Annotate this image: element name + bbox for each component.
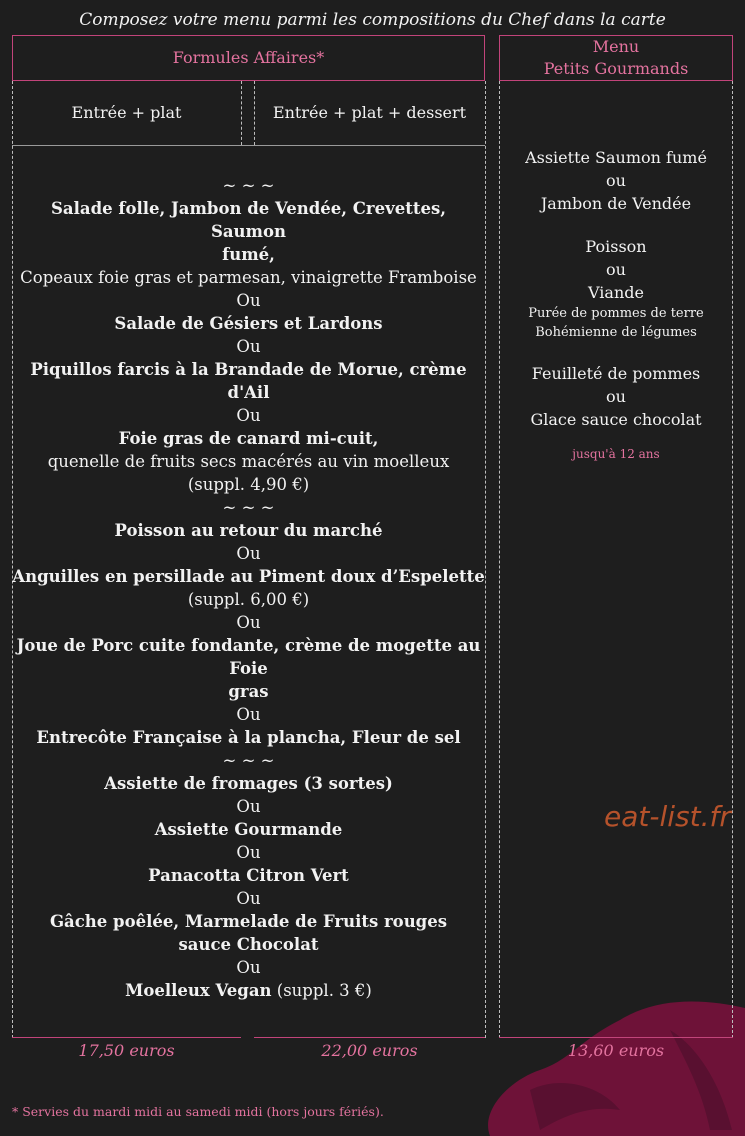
- menu-line: Entrecôte Française à la plancha, Fleur de sel: [36, 728, 461, 747]
- menu-line: (suppl. 6,00 €): [187, 590, 310, 609]
- menu-line-last: [12, 979, 485, 1002]
- kids-item: Glace sauce chocolat: [530, 410, 702, 429]
- menu-line: Ou: [236, 705, 261, 724]
- watermark-logo: eat-list.fr: [604, 800, 731, 833]
- option-entree-plat-dessert: Entrée + plat + dessert: [272, 103, 467, 122]
- menu-line: Ou: [236, 291, 261, 310]
- menu-line: Ou: [236, 613, 261, 632]
- menu-line: fumé,: [222, 245, 275, 264]
- price-line-2: [254, 1037, 485, 1038]
- menu-line: Joue de Porc cuite fondante, crème de mogette au Foie: [16, 636, 481, 678]
- menu-line: Foie gras de canard mi-cuit,: [118, 429, 379, 448]
- kids-title-line2: Petits Gourmands: [543, 59, 689, 78]
- kids-item: ou: [606, 260, 626, 279]
- menu-line: Ou: [236, 544, 261, 563]
- menu-line: Ou: [236, 958, 261, 977]
- menu-line: Ou: [236, 406, 261, 425]
- menu-line: Ou: [236, 843, 261, 862]
- kids-title-box: [499, 35, 733, 81]
- kids-item: Jambon de Vendée: [540, 194, 692, 213]
- menu-line: Gâche poêlée, Marmelade de Fruits rouges: [49, 912, 448, 931]
- menu-line: Piquillos farcis à la Brandade de Morue, crème d'Ail: [30, 360, 467, 402]
- kids-item: ou: [606, 387, 626, 406]
- menu-line: Ou: [236, 337, 261, 356]
- menu-line: Salade folle, Jambon de Vendée, Crevettes, Saumon: [51, 199, 446, 241]
- menu-line: Panacotta Citron Vert: [148, 866, 349, 885]
- menu-heading: Composez votre menu parmi les compositions du Chef dans la carte: [79, 10, 666, 30]
- menu-line-last-suppl: (suppl. 3 €): [271, 981, 372, 1000]
- separator-middle-a: [485, 81, 486, 1038]
- menu-line: (suppl. 4,90 €): [187, 475, 310, 494]
- price-entree-plat: 17,50 euros: [78, 1041, 175, 1060]
- option-entree-plat: Entrée + plat: [71, 103, 182, 122]
- kids-item: Assiette Saumon fumé: [525, 148, 707, 167]
- kids-age-limit: jusqu'à 12 ans: [572, 447, 660, 461]
- price-entree-plat-dessert: 22,00 euros: [321, 1041, 418, 1060]
- brush-splash-decoration: [470, 990, 745, 1136]
- kids-item: Feuilleté de pommes: [531, 364, 701, 383]
- formules-title-box: [12, 35, 485, 81]
- menu-line: ~ ~ ~: [222, 751, 275, 770]
- price-line-3: [499, 1037, 733, 1038]
- kids-title-line1: Menu: [592, 37, 640, 56]
- menu-line: Ou: [236, 889, 261, 908]
- menu-line: Ou: [236, 797, 261, 816]
- formules-title: Formules Affaires*: [172, 48, 325, 67]
- options-divider: [12, 145, 485, 146]
- menu-line: Assiette de fromages (3 sortes): [104, 774, 393, 793]
- footnote: * Servies du mardi midi au samedi midi (hors jours fériés).: [12, 1104, 384, 1119]
- menu-line: Copeaux foie gras et parmesan, vinaigrette Framboise: [20, 268, 477, 287]
- kids-item: Viande: [588, 283, 644, 302]
- menu-line: Anguilles en persillade au Piment doux d’Espelette: [12, 567, 485, 586]
- menu-line: sauce Chocolat: [178, 935, 319, 954]
- kids-item: ou: [606, 171, 626, 190]
- price-kids-menu: 13,60 euros: [567, 1041, 665, 1060]
- kids-item: Poisson: [585, 237, 647, 256]
- menu-line: ~ ~ ~: [222, 498, 275, 517]
- formules-menu-list: [12, 174, 485, 1002]
- kids-item-detail: Purée de pommes de terre: [528, 306, 704, 321]
- price-line-1: [12, 1037, 241, 1038]
- separator-options-a: [241, 81, 242, 145]
- menu-line: Salade de Gésiers et Lardons: [114, 314, 383, 333]
- menu-line: gras: [228, 682, 269, 701]
- kids-item-detail: Bohémienne de légumes: [535, 325, 697, 340]
- menu-line-last-bold: Moelleux Vegan: [125, 981, 272, 1000]
- menu-line: Poisson au retour du marché: [114, 521, 383, 540]
- kids-menu-list: [499, 146, 733, 466]
- menu-line: Assiette Gourmande: [154, 820, 343, 839]
- menu-line: ~ ~ ~: [222, 176, 275, 195]
- menu-line: quenelle de fruits secs macérés au vin moelleux: [47, 452, 450, 471]
